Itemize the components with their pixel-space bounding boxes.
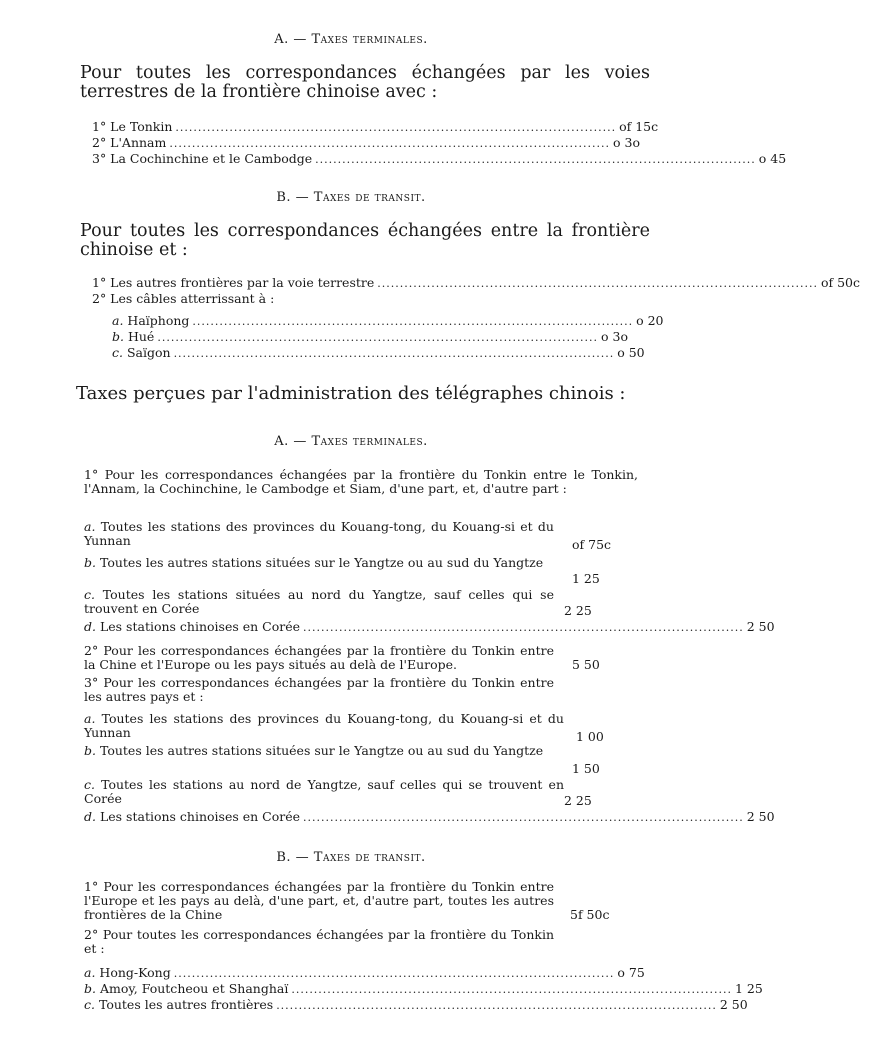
tariff-value: o 20	[636, 313, 664, 328]
leader-dots: ..................................................................................................	[192, 315, 634, 328]
tariff-value: of 50c	[820, 275, 860, 290]
leader-dots: ..................................................................................................	[315, 153, 756, 166]
tariff-value: o 75	[617, 965, 645, 980]
tariff-value: 1 25	[735, 981, 763, 996]
tariff-value: 2 25	[564, 603, 592, 618]
tariff-label: 1° Le Tonkin	[92, 119, 173, 134]
tariff-value: 1 00	[576, 729, 604, 744]
leader-dots: ..................................................................................................	[169, 137, 611, 150]
tariff-value: 1 50	[572, 761, 600, 776]
leader-dots: ..................................................................................................	[377, 277, 818, 290]
paragraph: 2° Pour les correspondances échangées par la frontière du Tonkin entre la Chine et l'Europe ou les pays situés au delà de l'Europe.	[84, 643, 554, 672]
list-item: c. Toutes les stations au nord de Yangtze, sauf celles qui se trouvent en Corée	[84, 777, 564, 806]
tariff-line	[84, 809, 775, 825]
tariff-value: 5 50	[572, 657, 600, 672]
list-item: a. Toutes les stations des provinces du Kouang-tong, du Kouang-si et du Yunnan	[84, 711, 564, 740]
section-heading-terminal-taxes: A. — Taxes terminales.	[274, 434, 428, 449]
tariff-label: 2° L'Annam	[92, 135, 167, 150]
tariff-value: 2 50	[719, 997, 748, 1012]
tariff-label: c. Saïgon	[112, 345, 171, 360]
leader-dots: ..................................................................................................	[157, 331, 598, 344]
list-item: b. Toutes les autres stations situées sur le Yangtze ou au sud du Yangtze	[84, 743, 544, 758]
tariff-line	[92, 119, 659, 135]
tariff-line	[92, 151, 787, 167]
tariff-line	[92, 275, 860, 291]
leader-dots: ..................................................................................................	[173, 347, 615, 360]
page-subtitle: Taxes perçues par l'administration des télégraphes chinois :	[76, 383, 626, 404]
tariff-value: of 75c	[572, 537, 612, 552]
tariff-line	[112, 345, 645, 361]
tariff-value: o 3o	[613, 135, 641, 150]
tariff-line	[84, 981, 763, 997]
tariff-value: 2 25	[564, 793, 592, 808]
tariff-line	[84, 619, 775, 635]
paragraph: 3° Pour les correspondances échangées par la frontière du Tonkin entre les autres pays et :	[84, 675, 554, 704]
tariff-label: 1° Les autres frontières par la voie terrestre	[92, 275, 375, 290]
leader-dots: ..................................................................................................	[175, 121, 617, 134]
section-heading-transit-taxes: B. — Taxes de transit.	[276, 190, 426, 205]
tariff-value: 2 50	[746, 619, 775, 634]
tariff-label: d. Les stations chinoises en Corée	[84, 619, 301, 634]
list-item: a. Toutes les stations des provinces du Kouang-tong, du Kouang-si et du Yunnan	[84, 519, 554, 548]
tariff-value: of 15c	[619, 119, 659, 134]
tariff-label: 2° Les câbles atterrissant à :	[92, 291, 275, 306]
tariff-value: o 45	[758, 151, 787, 166]
tariff-value: 1 25	[572, 571, 600, 586]
paragraph: 1° Pour les correspondances échangées par la frontière du Tonkin entre l'Europe et les pays au delà, d'une part, et, d'autre part, toutes les autres frontières de la Chine	[84, 879, 554, 922]
list-item: b. Toutes les autres stations situées sur le Yangtze ou au sud du Yangtze	[84, 555, 544, 570]
section-heading-transit-taxes: B. — Taxes de transit.	[276, 850, 426, 865]
tariff-label: a. Hong-Kong	[84, 965, 171, 980]
tariff-line	[112, 330, 632, 345]
section-heading-terminal-taxes: A. — Taxes terminales.	[274, 32, 428, 47]
tariff-line	[84, 965, 645, 981]
tariff-label: a. Haïphong	[112, 313, 190, 328]
tariff-line	[92, 292, 632, 306]
tariff-value: o 3o	[601, 329, 628, 344]
tariff-label: c. Toutes les autres frontières	[84, 997, 274, 1012]
leader-dots: ..................................................................................................	[291, 983, 732, 996]
tariff-label: b. Amoy, Foutcheou et Shanghaï	[84, 981, 289, 996]
leader-dots: ..................................................................................................	[173, 967, 615, 980]
section-intro: Pour toutes les correspondances échangées par les voies terrestres de la frontière chinoise avec :	[80, 63, 650, 102]
paragraph: 2° Pour toutes les correspondances échangées par la frontière du Tonkin et :	[84, 927, 554, 956]
tariff-label: 3° La Cochinchine et le Cambodge	[92, 151, 313, 166]
tariff-value: 5f 50c	[570, 907, 610, 922]
tariff-line	[84, 997, 748, 1013]
tariff-value: 2 50	[746, 809, 775, 824]
list-item: c. Toutes les stations situées au nord du Yangtze, sauf celles qui se trouvent en Corée	[84, 587, 554, 616]
section-intro: Pour toutes les correspondances échangées entre la frontière chinoise et :	[80, 221, 650, 260]
leader-dots: ..................................................................................................	[303, 621, 744, 634]
tariff-label: b. Hué	[112, 329, 155, 344]
paragraph: 1° Pour les correspondances échangées par la frontière du Tonkin entre le Tonkin, l'Annam, la Cochinchine, le Cambodge et Siam, d'une part, et, d'autre part :	[84, 467, 638, 496]
tariff-line	[92, 135, 641, 151]
tariff-label: d. Les stations chinoises en Corée	[84, 809, 301, 824]
tariff-value: o 50	[617, 345, 645, 360]
tariff-line	[112, 313, 664, 329]
leader-dots: ..................................................................................................	[276, 999, 717, 1012]
leader-dots: ..................................................................................................	[303, 811, 744, 824]
